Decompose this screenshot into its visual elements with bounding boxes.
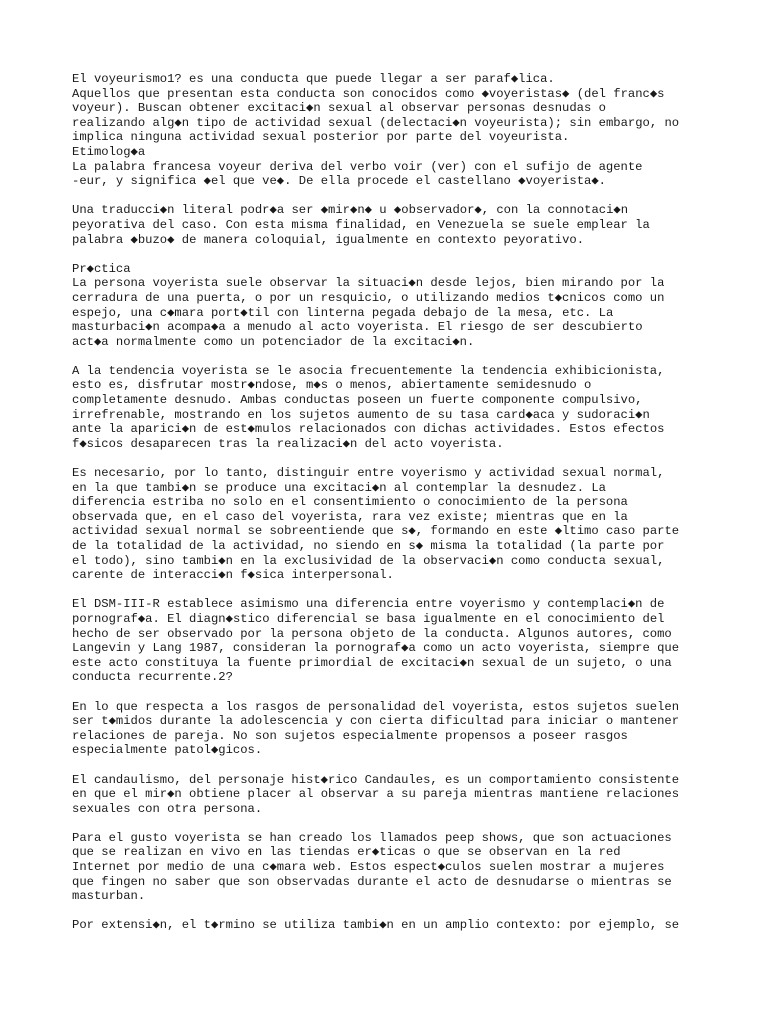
text-line: La persona voyerista suele observar la situaci◆n desde lejos, bien mirando por la — [72, 276, 665, 291]
paragraph-practica — [72, 262, 722, 350]
text-line: A la tendencia voyerista se le asocia frecuentemente la tendencia exhibicionista, — [72, 363, 665, 378]
text-line: f◆sicos desaparecen tras la realizaci◆n del acto voyerista. — [72, 436, 504, 451]
text-line: El candaulismo, del personaje hist◆rico Candaules, es un comportamiento consistente — [72, 772, 680, 787]
paragraph-traduccion — [72, 203, 722, 247]
paragraph-candaulismo — [72, 773, 722, 817]
text-line: palabra ◆buzo◆ de manera coloquial, igualmente en contexto peyorativo. — [72, 232, 585, 247]
text-line: El voyeurismo1? es una conducta que puede llegar a ser paraf◆lica. — [72, 72, 555, 86]
text-line: el todo), sino tambi◆n en la exclusividad de la observaci◆n como conducta sexual, — [72, 553, 665, 568]
text-line: ser t◆midos durante la adolescencia y con cierta dificultad para iniciar o mantener — [72, 714, 680, 729]
text-line: Una traducci◆n literal podr◆a ser ◆mir◆n◆ u ◆observador◆, con la connotaci◆n — [72, 203, 629, 218]
text-line: este acto constituya la fuente primordial de excitaci◆n sexual de un sujeto, o una — [72, 655, 672, 670]
section-heading-practica: Pr◆ctica — [72, 261, 131, 276]
text-line: pornograf◆a. El diagn◆stico diferencial se basa igualmente en el conocimiento del — [72, 611, 665, 626]
text-line: masturbaci◆n acompa◆a a menudo al acto voyerista. El riesgo de ser descubierto — [72, 320, 643, 335]
text-line: Por extensi◆n, el t◆rmino se utiliza tambi◆n en un amplio contexto: por ejemplo, se — [72, 918, 680, 933]
text-line: que se realizan en vivo en las tiendas er◆ticas o que se observan en la red — [72, 845, 621, 860]
text-line: sexuales con otra persona. — [72, 801, 263, 816]
text-line: relaciones de pareja. No son sujetos especialmente propensos a poseer rasgos — [72, 728, 628, 743]
text-line: esto es, disfrutar mostr◆ndose, m◆s o menos, abiertamente semidesnudo o — [72, 378, 592, 393]
text-line: hecho de ser observado por la persona objeto de la conducta. Algunos autores, como — [72, 626, 672, 641]
paragraph-distincion — [72, 466, 722, 583]
text-line: peyorativa del caso. Con esta misma finalidad, en Venezuela se suele emplear la — [72, 217, 650, 232]
text-line: en la que tambi◆n se produce una excitaci◆n al contemplar la desnudez. La — [72, 480, 606, 495]
document-page — [72, 72, 722, 948]
text-line: realizando alg◆n tipo de actividad sexual (delectaci◆n voyeurista); sin embargo, no — [72, 115, 680, 130]
paragraph-peep-shows — [72, 831, 722, 904]
text-line: de la totalidad de la actividad, no siendo en s◆ misma la totalidad (la parte por — [72, 539, 665, 553]
text-line: en que el mir◆n obtiene placer al observar a su pareja mientras mantiene relaciones — [72, 787, 680, 802]
text-line: que fingen no saber que son observadas durante el acto de desnudarse o mientras se — [72, 874, 672, 889]
text-line: Para el gusto voyerista se han creado los llamados peep shows, que son actuaciones — [72, 830, 672, 845]
text-line: especialmente patol◆gicos. — [72, 743, 263, 758]
paragraph-extension — [72, 918, 722, 933]
text-line: actividad sexual normal se sobreentiende que s◆, formando en este ◆ltimo caso parte — [72, 524, 680, 539]
text-line: conducta recurrente.2? — [72, 670, 233, 685]
text-line: cerradura de una puerta, o por un resquicio, o utilizando medios t◆cnicos como un — [72, 290, 665, 305]
text-line: completamente desnudo. Ambas conductas poseen un fuerte componente compulsivo, — [72, 393, 643, 408]
text-line: act◆a normalmente como un potenciador de la excitaci◆n. — [72, 334, 475, 349]
text-line: Es necesario, por lo tanto, distinguir entre voyerismo y actividad sexual normal, — [72, 466, 665, 481]
text-line: observada que, en el caso del voyerista, rara vez existe; mientras que en la — [72, 509, 628, 524]
text-line: Langevin y Lang 1987, consideran la pornograf◆a como un acto voyerista, siempre que — [72, 641, 680, 656]
text-line: espejo, una c◆mara port◆til con linterna pegada debajo de la mesa, etc. La — [72, 305, 614, 320]
text-line: diferencia estriba no solo en el consentimiento o conocimiento de la persona — [72, 495, 628, 510]
text-line: Internet por medio de una c◆mara web. Estos espect◆culos suelen mostrar a mujeres — [72, 860, 665, 875]
paragraph-personalidad — [72, 700, 722, 758]
text-line: carente de interacci◆n f◆sica interpersonal. — [72, 568, 394, 583]
paragraph-intro — [72, 72, 722, 189]
text-line: -eur, y significa ◆el que ve◆. De ella procede el castellano ◆voyerista◆. — [72, 174, 606, 189]
text-line: En lo que respecta a los rasgos de personalidad del voyerista, estos sujetos suelen — [72, 699, 680, 714]
text-line: implica ninguna actividad sexual posterior por parte del voyeurista. — [72, 130, 570, 145]
text-line: voyeur). Buscan obtener excitaci◆n sexual al observar personas desnudas o — [72, 101, 606, 116]
paragraph-exhibicionismo — [72, 364, 722, 452]
section-heading-etimologia: Etimolog◆a — [72, 144, 146, 159]
text-line: ante la aparici◆n de est◆mulos relacionados con dichas actividades. Estos efectos — [72, 422, 665, 437]
text-line: El DSM-III-R establece asimismo una diferencia entre voyerismo y contemplaci◆n de — [72, 597, 665, 612]
paragraph-dsm — [72, 597, 722, 685]
text-line: irrefrenable, mostrando en los sujetos aumento de su tasa card◆aca y sudoraci◆n — [72, 407, 650, 422]
text-line: La palabra francesa voyeur deriva del verbo voir (ver) con el sufijo de agente — [72, 159, 643, 174]
text-line: masturban. — [72, 889, 146, 904]
text-line: Aquellos que presentan esta conducta son conocidos como ◆voyeristas◆ (del franc◆s — [72, 86, 665, 101]
